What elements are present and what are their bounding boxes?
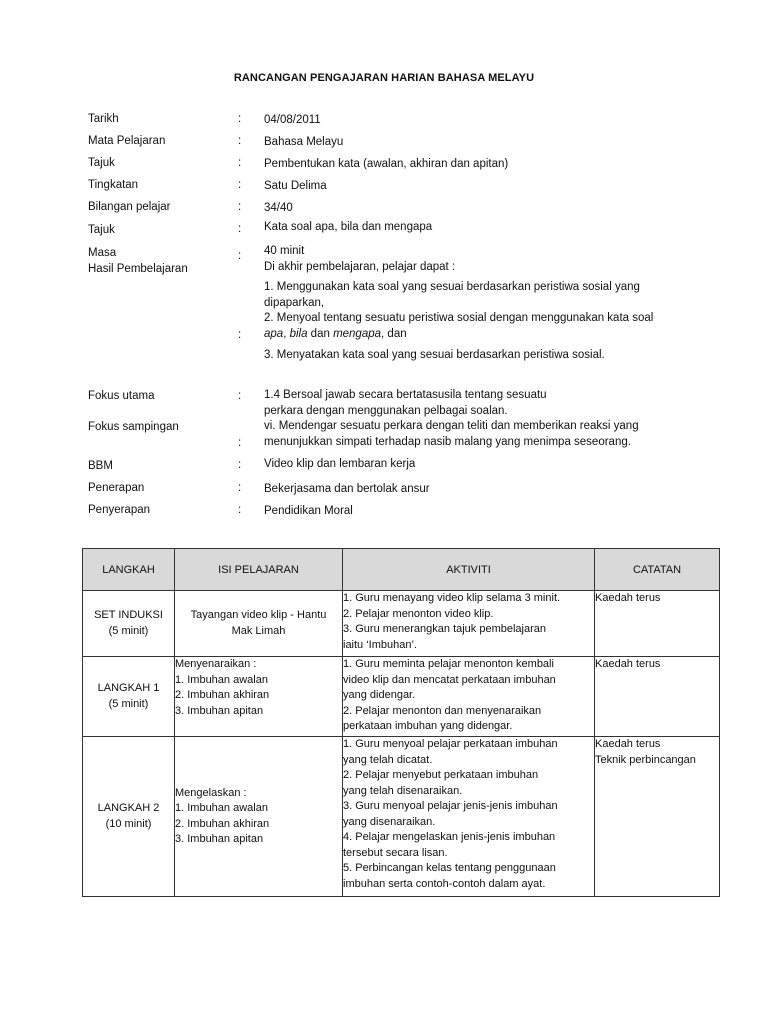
aktiviti-line: 3. Guru menyoal pelajar jenis-jenis imbuhan bbox=[343, 800, 558, 812]
kata-soal-apa: apa bbox=[264, 327, 284, 340]
table-header-row bbox=[83, 549, 720, 591]
colon: : bbox=[238, 157, 242, 169]
hasil-pembelajaran-label: Hasil Pembelajaran bbox=[88, 263, 188, 275]
aktiviti-line: 1. Guru menyoal pelajar perkataan imbuhan bbox=[343, 738, 558, 750]
info-block-masa-hasil bbox=[88, 247, 688, 367]
colon: : bbox=[238, 135, 242, 147]
kata-soal-mengapa: mengapa bbox=[333, 327, 382, 340]
langkah-duration: (5 minit) bbox=[108, 624, 149, 637]
masa-value: 40 minit bbox=[264, 245, 305, 257]
isi-pelajaran-cell bbox=[175, 657, 343, 737]
fokus-utama-line-2: perkara dengan menggunakan pelbagai soalan. bbox=[264, 404, 508, 417]
mata-pelajaran-value: Bahasa Melayu bbox=[264, 136, 344, 148]
fokus-content bbox=[264, 388, 684, 450]
aktiviti-line: 5. Perbincangan kelas tentang penggunaan bbox=[343, 862, 556, 874]
penyerapan-value: Pendidikan Moral bbox=[264, 505, 353, 517]
colon: : bbox=[238, 223, 242, 235]
isi-pelajaran-cell bbox=[175, 591, 343, 657]
tajuk-value: Pembentukan kata (awalan, akhiran dan apitan) bbox=[264, 158, 509, 170]
hasil-pembelajaran-content bbox=[264, 244, 684, 363]
aktiviti-line: perkataan imbuhan yang didengar. bbox=[343, 720, 513, 732]
colon: : bbox=[238, 201, 242, 213]
bilangan-pelajar-label: Bilangan pelajar bbox=[88, 201, 171, 213]
tajuk-label: Tajuk bbox=[88, 157, 115, 169]
tarikh-value: 04/08/2011 bbox=[264, 114, 321, 126]
langkah-duration: (5 minit) bbox=[108, 697, 149, 710]
table-row bbox=[83, 657, 720, 737]
isi-line: Menyenaraikan : bbox=[175, 658, 257, 670]
isi-line: 2. Imbuhan akhiran bbox=[175, 689, 270, 701]
tingkatan-label: Tingkatan bbox=[88, 179, 139, 191]
aktiviti-line: 2. Pelajar menyebut perkataan imbuhan bbox=[343, 769, 539, 781]
aktiviti-line: 4. Pelajar mengelaskan jenis-jenis imbuhan bbox=[343, 831, 556, 843]
isi-pelajaran-cell bbox=[175, 737, 343, 897]
catatan-line: Kaedah terus bbox=[595, 592, 661, 604]
bbm-value: Video klip dan lembaran kerja bbox=[264, 458, 416, 470]
aktiviti-line: imbuhan serta contoh-contoh dalam ayat. bbox=[343, 877, 546, 890]
colon: : bbox=[238, 437, 242, 449]
isi-line: Mengelaskan : bbox=[175, 786, 247, 799]
tarikh-label: Tarikh bbox=[88, 113, 119, 125]
hasil-item-3: 3. Menyatakan kata soal yang sesuai berdasarkan peristiwa sosial. bbox=[264, 348, 605, 361]
header-langkah: LANGKAH bbox=[83, 549, 175, 591]
catatan-line: Kaedah terus bbox=[595, 738, 661, 750]
colon: : bbox=[238, 329, 242, 341]
hasil-item-1: 1. Menggunakan kata soal yang sesuai berdasarkan peristiwa sosial yang dipaparkan, bbox=[264, 281, 640, 309]
aktiviti-line: yang telah dicatat. bbox=[343, 753, 433, 766]
hasil-item-2: 2. Menyoal tentang sesuatu peristiwa sosial dengan menggunakan kata soal apa, bila dan mengapa, dan bbox=[264, 312, 654, 340]
tajuk-2-value: Kata soal apa, bila dan mengapa bbox=[264, 221, 433, 233]
lesson-plan-table bbox=[82, 548, 720, 897]
aktiviti-line: 1. Guru menayang video klip selama 3 minit. bbox=[343, 592, 561, 604]
info-block-fokus bbox=[88, 390, 688, 456]
catatan-cell bbox=[595, 737, 720, 897]
isi-line: 2. Imbuhan akhiran bbox=[175, 817, 270, 830]
catatan-cell bbox=[595, 657, 720, 737]
colon: : bbox=[238, 250, 242, 262]
catatan-line: Kaedah terus bbox=[595, 658, 661, 670]
bilangan-pelajar-value: 34/40 bbox=[264, 202, 293, 214]
aktiviti-line: 2. Pelajar menonton video klip. bbox=[343, 607, 494, 620]
aktiviti-line: 3. Guru menerangkan tajuk pembelajaran bbox=[343, 623, 547, 635]
isi-line: 3. Imbuhan apitan bbox=[175, 704, 264, 717]
langkah-cell bbox=[83, 737, 175, 897]
aktiviti-cell bbox=[343, 591, 595, 657]
penyerapan-label: Penyerapan bbox=[88, 504, 151, 516]
langkah-name: LANGKAH 2 bbox=[97, 802, 160, 814]
isi-line: Mak Limah bbox=[231, 624, 286, 637]
aktiviti-line: yang telah disenaraikan. bbox=[343, 784, 463, 797]
langkah-cell bbox=[83, 591, 175, 657]
langkah-duration: (10 minit) bbox=[105, 817, 152, 830]
colon: : bbox=[238, 113, 242, 125]
langkah-name: SET INDUKSI bbox=[94, 609, 163, 621]
tingkatan-value: Satu Delima bbox=[264, 180, 327, 192]
table-row bbox=[83, 591, 720, 657]
fokus-sampingan-line-1: vi. Mendengar sesuatu perkara dengan teliti dan memberikan reaksi yang bbox=[264, 420, 639, 433]
colon: : bbox=[238, 482, 242, 494]
mata-pelajaran-label: Mata Pelajaran bbox=[88, 135, 166, 147]
colon: : bbox=[238, 390, 242, 402]
aktiviti-line: video klip dan mencatat perkataan imbuhan bbox=[343, 673, 556, 686]
fokus-sampingan-line-2: menunjukkan simpati terhadap nasib malang yang menimpa seseorang. bbox=[264, 435, 631, 448]
colon: : bbox=[238, 459, 242, 471]
header-catatan: CATATAN bbox=[595, 549, 720, 591]
hasil-intro: Di akhir pembelajaran, pelajar dapat : bbox=[264, 260, 456, 273]
aktiviti-cell bbox=[343, 657, 595, 737]
isi-line: Tayangan video klip - Hantu bbox=[190, 609, 327, 621]
document-title: RANCANGAN PENGAJARAN HARIAN BAHASA MELAYU bbox=[233, 72, 535, 84]
bbm-label: BBM bbox=[88, 460, 113, 472]
catatan-cell bbox=[595, 591, 720, 657]
fokus-sampingan-label: Fokus sampingan bbox=[88, 421, 179, 433]
aktiviti-line: 2. Pelajar menonton dan menyenaraikan bbox=[343, 704, 542, 717]
fokus-utama-label: Fokus utama bbox=[88, 390, 155, 402]
aktiviti-cell bbox=[343, 737, 595, 897]
aktiviti-line: tersebut secara lisan. bbox=[343, 846, 448, 859]
aktiviti-line: 1. Guru meminta pelajar menonton kembali bbox=[343, 658, 554, 670]
isi-line: 3. Imbuhan apitan bbox=[175, 833, 264, 845]
isi-line: 1. Imbuhan awalan bbox=[175, 802, 268, 814]
tajuk-2-label: Tajuk bbox=[88, 224, 115, 236]
aktiviti-line: yang disenaraikan. bbox=[343, 815, 436, 828]
isi-line: 1. Imbuhan awalan bbox=[175, 673, 268, 686]
table-row bbox=[83, 737, 720, 897]
colon: : bbox=[238, 179, 242, 191]
colon: : bbox=[238, 504, 242, 516]
penerapan-value: Bekerjasama dan bertolak ansur bbox=[264, 483, 430, 495]
penerapan-label: Penerapan bbox=[88, 482, 145, 494]
masa-label: Masa bbox=[88, 247, 117, 259]
header-aktiviti: AKTIVITI bbox=[343, 549, 595, 591]
langkah-name: LANGKAH 1 bbox=[97, 682, 160, 694]
header-isi-pelajaran: ISI PELAJARAN bbox=[175, 549, 343, 591]
catatan-line: Teknik perbincangan bbox=[595, 753, 696, 766]
kata-soal-bila: bila bbox=[289, 327, 308, 340]
langkah-cell bbox=[83, 657, 175, 737]
fokus-utama-line-1: 1.4 Bersoal jawab secara bertatasusila tentang sesuatu bbox=[264, 389, 547, 401]
aktiviti-line: iaitu ‘Imbuhan’. bbox=[343, 638, 417, 651]
aktiviti-line: yang didengar. bbox=[343, 689, 416, 701]
